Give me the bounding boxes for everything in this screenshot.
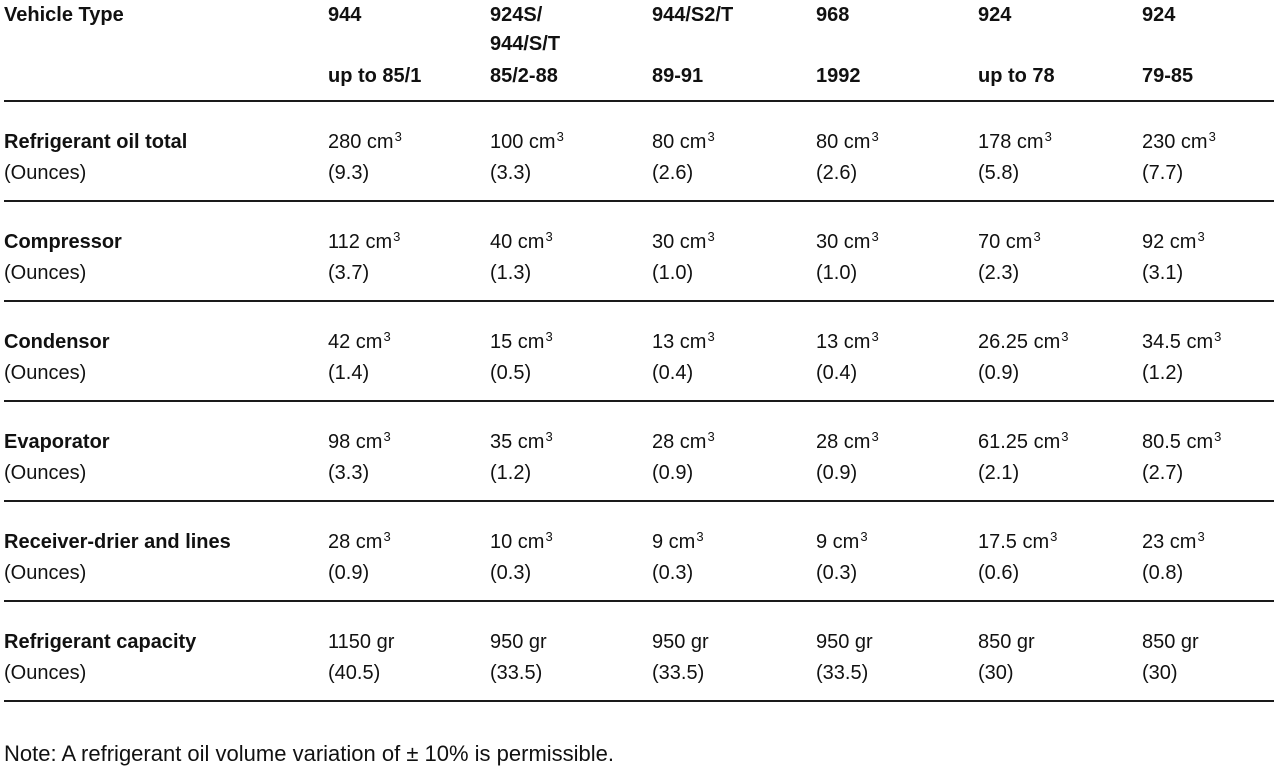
- cell-value: 950 gr: [816, 631, 873, 653]
- cell-unit-exponent: 3: [383, 529, 391, 544]
- value-cell: [978, 201, 1142, 301]
- cell-unit-exponent: 3: [545, 329, 553, 344]
- value-cell: [1142, 501, 1274, 601]
- cell-value: 80 cm: [652, 131, 707, 153]
- value-cell: [816, 401, 978, 501]
- cell-value: 92 cm: [1142, 231, 1197, 253]
- cell-unit-exponent: 3: [1061, 429, 1069, 444]
- cell-unit-exponent: 3: [871, 329, 879, 344]
- cell-value: 950 gr: [652, 631, 709, 653]
- cell-unit-exponent: 3: [871, 429, 879, 444]
- value-cell: [1142, 101, 1274, 201]
- cell-value: 850 gr: [1142, 631, 1199, 653]
- cell-value: 15 cm: [490, 331, 545, 353]
- cell-unit-exponent: 3: [394, 129, 402, 144]
- cell-ounces: (1.3): [490, 262, 532, 284]
- cell-value: 28 cm: [328, 531, 383, 553]
- col-model-line2: [1142, 30, 1274, 59]
- cell-unit-exponent: 3: [707, 129, 715, 144]
- value-cell: [490, 101, 652, 201]
- refrigerant-spec-table: [4, 0, 1274, 702]
- value-cell: [328, 101, 490, 201]
- value-cell: [652, 401, 816, 501]
- cell-value: 280 cm: [328, 131, 394, 153]
- cell-value: 850 gr: [978, 631, 1035, 653]
- row-label: Compressor: [4, 231, 122, 253]
- cell-unit-exponent: 3: [545, 429, 553, 444]
- value-cell: [328, 401, 490, 501]
- value-cell: [652, 201, 816, 301]
- cell-ounces: (3.7): [328, 262, 370, 284]
- cell-unit-exponent: 3: [1214, 429, 1222, 444]
- cell-ounces: (0.9): [816, 462, 858, 484]
- vehicle-type-heading: Vehicle Type: [4, 4, 124, 26]
- cell-unit-exponent: 3: [556, 129, 564, 144]
- col-model-line2: [652, 30, 816, 59]
- value-cell: [328, 201, 490, 301]
- cell-ounces: (0.3): [816, 562, 858, 584]
- cell-ounces: (1.0): [652, 262, 694, 284]
- header-col-4: [816, 0, 978, 101]
- value-cell: [328, 301, 490, 401]
- cell-ounces: (40.5): [328, 662, 381, 684]
- cell-value: 10 cm: [490, 531, 545, 553]
- cell-ounces: (2.6): [652, 162, 694, 184]
- cell-value: 178 cm: [978, 131, 1044, 153]
- cell-unit-exponent: 3: [696, 529, 704, 544]
- value-cell: [816, 601, 978, 701]
- value-cell: [1142, 201, 1274, 301]
- cell-ounces: (0.6): [978, 562, 1020, 584]
- value-cell: [652, 301, 816, 401]
- cell-value: 1150 gr: [328, 631, 395, 653]
- cell-value: 34.5 cm: [1142, 331, 1214, 353]
- col-years: 89-91: [652, 65, 704, 87]
- cell-value: 23 cm: [1142, 531, 1197, 553]
- col-model: 944/S2/T: [652, 4, 734, 26]
- cell-ounces: (2.6): [816, 162, 858, 184]
- cell-value: 9 cm: [816, 531, 860, 553]
- header-col-5: [978, 0, 1142, 101]
- value-cell: [978, 401, 1142, 501]
- value-cell: [816, 301, 978, 401]
- value-cell: [978, 101, 1142, 201]
- cell-unit-exponent: 3: [707, 429, 715, 444]
- cell-unit-exponent: 3: [383, 429, 391, 444]
- value-cell: [490, 201, 652, 301]
- cell-ounces: (33.5): [490, 662, 543, 684]
- cell-value: 13 cm: [652, 331, 707, 353]
- row-sublabel: (Ounces): [4, 262, 87, 284]
- row-label-cell: [4, 401, 328, 501]
- value-cell: [490, 601, 652, 701]
- value-cell: [490, 301, 652, 401]
- cell-value: 30 cm: [816, 231, 871, 253]
- cell-ounces: (3.3): [328, 462, 370, 484]
- row-sublabel: (Ounces): [4, 462, 87, 484]
- col-years: up to 85/1: [328, 65, 422, 87]
- col-model-line2: 944/S/T: [490, 33, 561, 55]
- col-model-line2: [816, 30, 978, 59]
- cell-ounces: (0.8): [1142, 562, 1184, 584]
- row-label: Condensor: [4, 331, 110, 353]
- header-row-label: [4, 0, 328, 101]
- col-years: 85/2-88: [490, 65, 558, 87]
- cell-unit-exponent: 3: [707, 329, 715, 344]
- cell-value: 35 cm: [490, 431, 545, 453]
- cell-ounces: (1.2): [1142, 362, 1184, 384]
- row-sublabel: (Ounces): [4, 662, 87, 684]
- cell-unit-exponent: 3: [1197, 529, 1205, 544]
- cell-unit-exponent: 3: [1033, 229, 1041, 244]
- cell-value: 100 cm: [490, 131, 556, 153]
- cell-value: 26.25 cm: [978, 331, 1061, 353]
- cell-unit-exponent: 3: [393, 229, 401, 244]
- header-col-3: [652, 0, 816, 101]
- cell-ounces: (5.8): [978, 162, 1020, 184]
- cell-value: 950 gr: [490, 631, 547, 653]
- cell-unit-exponent: 3: [1044, 129, 1052, 144]
- cell-ounces: (2.1): [978, 462, 1020, 484]
- cell-ounces: (1.2): [490, 462, 532, 484]
- cell-ounces: (9.3): [328, 162, 370, 184]
- tolerance-note: Note: A refrigerant oil volume variation of ± 10% is permissible.: [4, 741, 615, 766]
- header-col-2: [490, 0, 652, 101]
- col-model: 968: [816, 4, 850, 26]
- cell-value: 17.5 cm: [978, 531, 1050, 553]
- table-row: [4, 301, 1274, 401]
- cell-ounces: (0.3): [652, 562, 694, 584]
- col-years: 1992: [816, 65, 861, 87]
- value-cell: [652, 101, 816, 201]
- table-row: [4, 201, 1274, 301]
- row-label: Evaporator: [4, 431, 110, 453]
- col-model-line2: [978, 30, 1142, 59]
- value-cell: [652, 501, 816, 601]
- value-cell: [328, 601, 490, 701]
- cell-unit-exponent: 3: [871, 129, 879, 144]
- col-model: 924S/: [490, 4, 543, 26]
- cell-ounces: (7.7): [1142, 162, 1184, 184]
- cell-ounces: (33.5): [816, 662, 869, 684]
- cell-value: 230 cm: [1142, 131, 1208, 153]
- cell-value: 70 cm: [978, 231, 1033, 253]
- header-row: [4, 0, 1274, 101]
- cell-value: 42 cm: [328, 331, 383, 353]
- cell-ounces: (1.4): [328, 362, 370, 384]
- cell-unit-exponent: 3: [545, 529, 553, 544]
- cell-unit-exponent: 3: [707, 229, 715, 244]
- cell-ounces: (0.3): [490, 562, 532, 584]
- value-cell: [978, 601, 1142, 701]
- cell-value: 13 cm: [816, 331, 871, 353]
- cell-unit-exponent: 3: [1050, 529, 1058, 544]
- row-sublabel: (Ounces): [4, 562, 87, 584]
- value-cell: [816, 501, 978, 601]
- row-label: Refrigerant capacity: [4, 631, 197, 653]
- table-header: [4, 0, 1274, 101]
- cell-ounces: (0.4): [816, 362, 858, 384]
- col-model: 924: [978, 4, 1012, 26]
- col-model: 924: [1142, 4, 1176, 26]
- cell-ounces: (3.3): [490, 162, 532, 184]
- cell-ounces: (2.7): [1142, 462, 1184, 484]
- value-cell: [816, 201, 978, 301]
- cell-value: 61.25 cm: [978, 431, 1061, 453]
- value-cell: [490, 401, 652, 501]
- cell-value: 28 cm: [816, 431, 871, 453]
- value-cell: [816, 101, 978, 201]
- col-years: 79-85: [1142, 65, 1194, 87]
- value-cell: [490, 501, 652, 601]
- value-cell: [1142, 601, 1274, 701]
- col-years: up to 78: [978, 65, 1055, 87]
- table-row: [4, 101, 1274, 201]
- cell-unit-exponent: 3: [1197, 229, 1205, 244]
- cell-value: 40 cm: [490, 231, 545, 253]
- header-col-1: [328, 0, 490, 101]
- row-label: Receiver-drier and lines: [4, 531, 231, 553]
- cell-value: 30 cm: [652, 231, 707, 253]
- row-sublabel: (Ounces): [4, 362, 87, 384]
- cell-value: 80 cm: [816, 131, 871, 153]
- row-sublabel: (Ounces): [4, 162, 87, 184]
- cell-ounces: (0.9): [978, 362, 1020, 384]
- cell-ounces: (2.3): [978, 262, 1020, 284]
- cell-unit-exponent: 3: [1214, 329, 1222, 344]
- value-cell: [1142, 401, 1274, 501]
- row-label-cell: [4, 101, 328, 201]
- value-cell: [978, 301, 1142, 401]
- cell-ounces: (30): [1142, 662, 1178, 684]
- value-cell: [328, 501, 490, 601]
- table-body: [4, 101, 1274, 701]
- cell-ounces: (30): [978, 662, 1014, 684]
- value-cell: [652, 601, 816, 701]
- cell-unit-exponent: 3: [1061, 329, 1069, 344]
- value-cell: [1142, 301, 1274, 401]
- cell-ounces: (33.5): [652, 662, 705, 684]
- cell-ounces: (3.1): [1142, 262, 1184, 284]
- row-label-cell: [4, 501, 328, 601]
- table-row: [4, 601, 1274, 701]
- col-model: 944: [328, 4, 362, 26]
- cell-ounces: (0.4): [652, 362, 694, 384]
- cell-unit-exponent: 3: [871, 229, 879, 244]
- cell-unit-exponent: 3: [545, 229, 553, 244]
- cell-unit-exponent: 3: [1208, 129, 1216, 144]
- cell-ounces: (0.9): [328, 562, 370, 584]
- cell-value: 112 cm: [328, 231, 393, 253]
- cell-ounces: (1.0): [816, 262, 858, 284]
- cell-ounces: (0.9): [652, 462, 694, 484]
- cell-unit-exponent: 3: [383, 329, 391, 344]
- row-label-cell: [4, 601, 328, 701]
- table-row: [4, 401, 1274, 501]
- row-label-cell: [4, 301, 328, 401]
- cell-value: 28 cm: [652, 431, 707, 453]
- cell-value: 9 cm: [652, 531, 696, 553]
- row-label: Refrigerant oil total: [4, 131, 188, 153]
- cell-unit-exponent: 3: [860, 529, 868, 544]
- cell-ounces: (0.5): [490, 362, 532, 384]
- cell-value: 80.5 cm: [1142, 431, 1214, 453]
- col-model-line2: [328, 30, 490, 59]
- value-cell: [978, 501, 1142, 601]
- row-label-cell: [4, 201, 328, 301]
- table-row: [4, 501, 1274, 601]
- header-col-6: [1142, 0, 1274, 101]
- cell-value: 98 cm: [328, 431, 383, 453]
